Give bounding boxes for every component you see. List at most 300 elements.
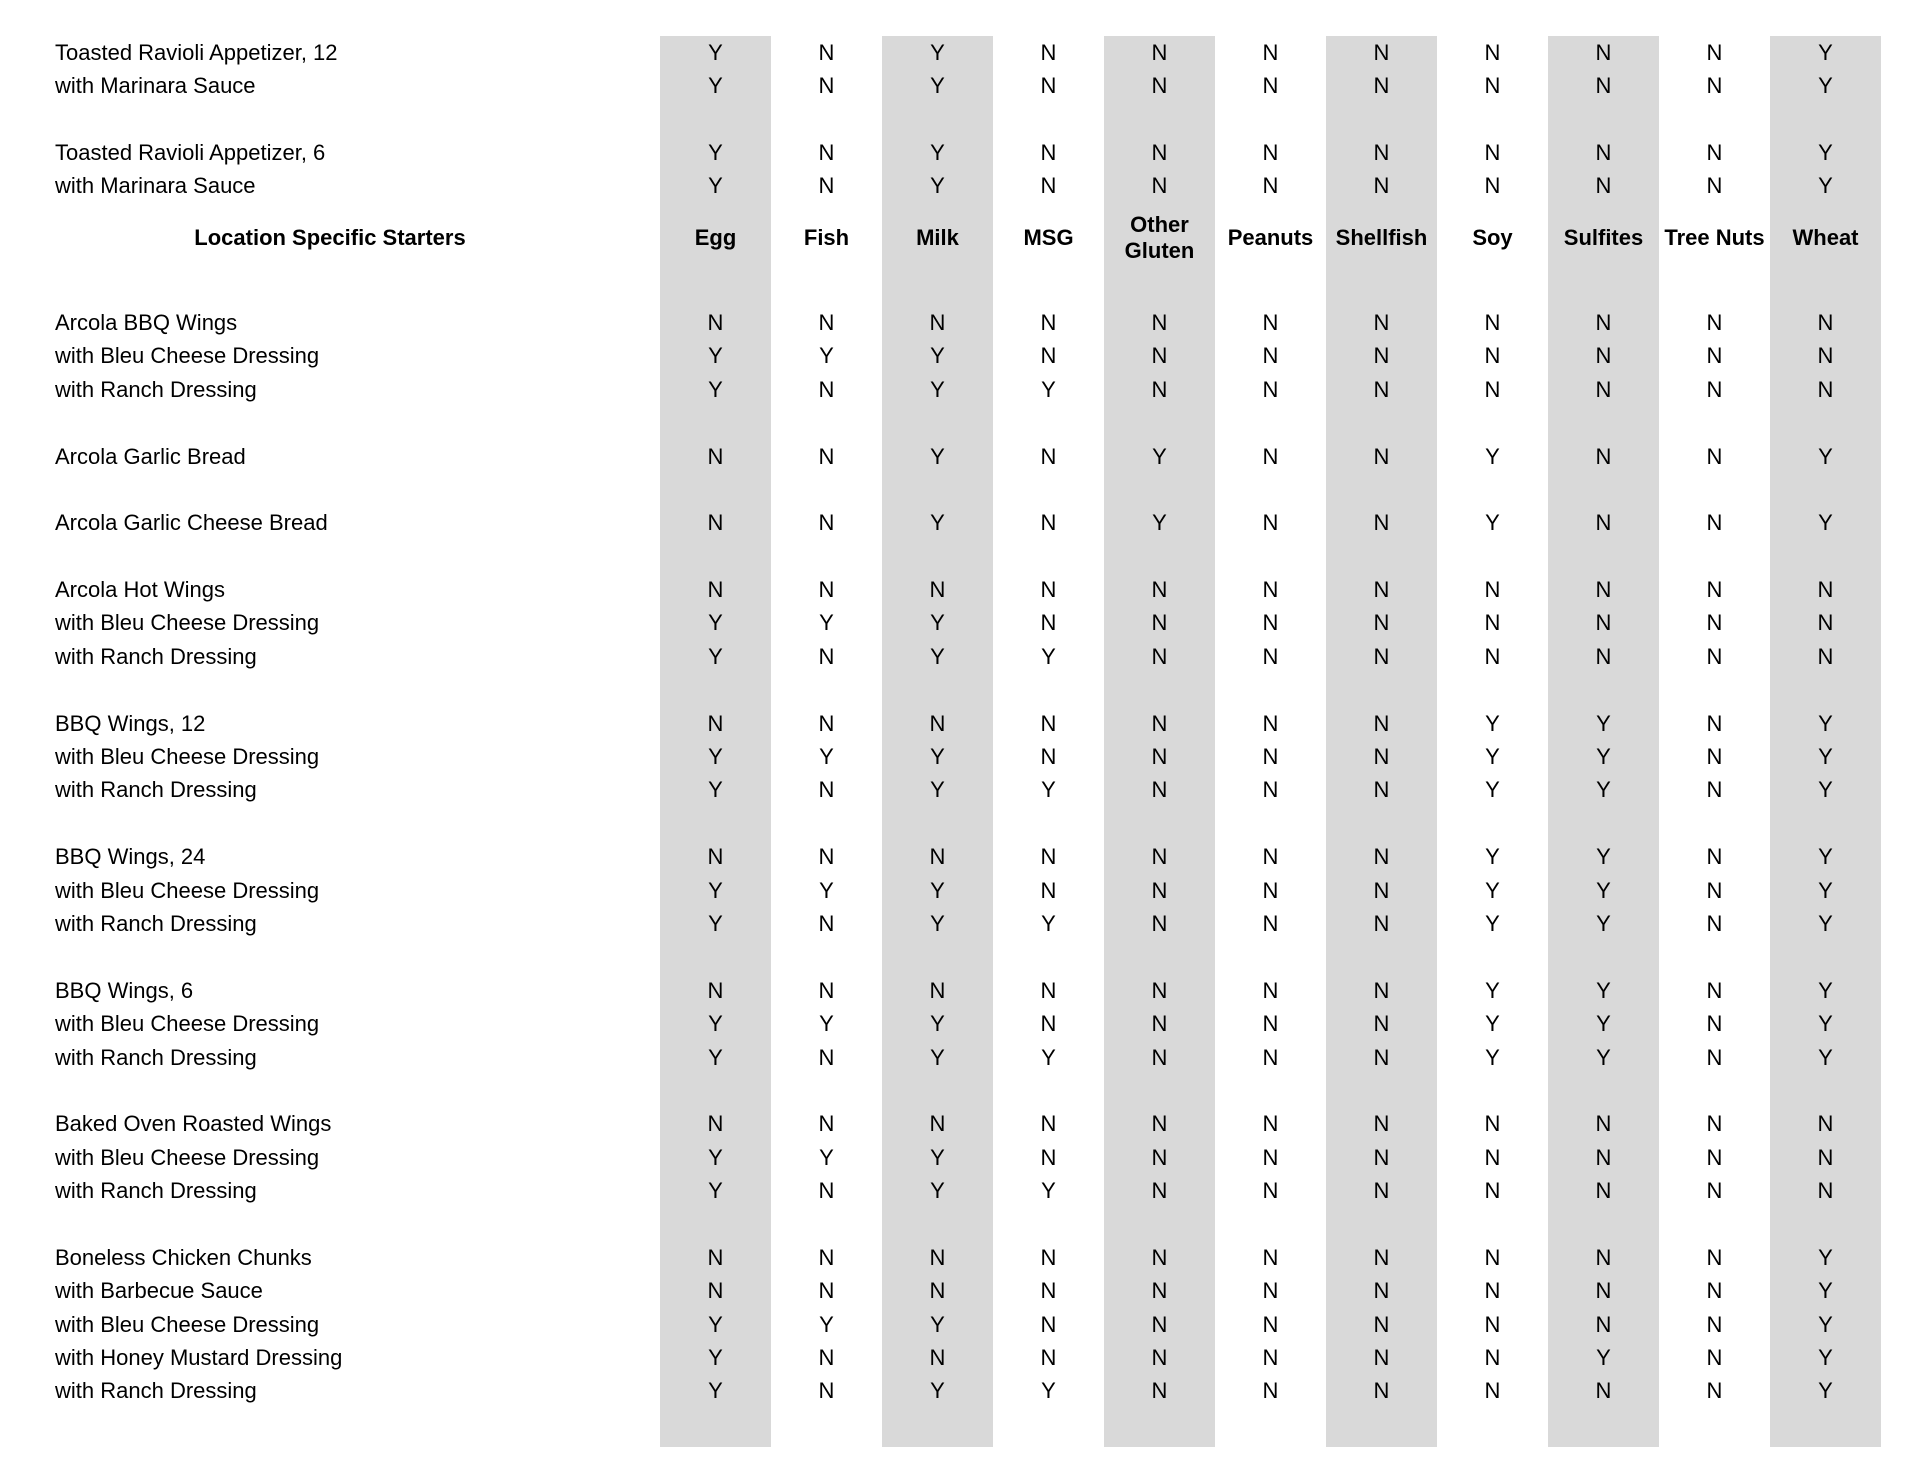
- allergen-flag: Y: [930, 1311, 945, 1337]
- modifier-label: with Bleu Cheese Dressing: [55, 878, 320, 903]
- allergen-flag: N: [1706, 1144, 1723, 1170]
- allergen-flag: N: [707, 443, 724, 469]
- spacer-row: [0, 273, 1881, 306]
- column-header-msg: MSG: [1023, 224, 1074, 250]
- menu-item-label: BBQ Wings, 12: [55, 711, 206, 736]
- column-header-peanuts: Peanuts: [1227, 224, 1314, 250]
- allergen-flag: Y: [1041, 643, 1056, 669]
- allergen-flag: N: [1373, 1011, 1390, 1037]
- allergen-flag: N: [1040, 610, 1057, 636]
- allergen-flag: Y: [1041, 777, 1056, 803]
- allergen-flag: Y: [819, 1311, 834, 1337]
- allergen-flag: N: [1373, 577, 1390, 603]
- allergen-flag: N: [1706, 1011, 1723, 1037]
- allergen-flag: Y: [1485, 977, 1500, 1003]
- allergen-flag: Y: [708, 173, 723, 199]
- allergen-flag: Y: [1818, 1011, 1833, 1037]
- menu-item-label: Toasted Ravioli Appetizer, 6: [55, 140, 326, 165]
- table-row: [0, 841, 1881, 874]
- allergen-flag: N: [707, 710, 724, 736]
- allergen-flag: Y: [1485, 1011, 1500, 1037]
- table-row: [0, 874, 1881, 907]
- allergen-flag: N: [1262, 1378, 1279, 1404]
- table-row: [0, 573, 1881, 606]
- table-row: [0, 774, 1881, 807]
- allergen-flag: N: [707, 977, 724, 1003]
- allergen-flag: Y: [1818, 1244, 1833, 1270]
- allergen-flag: N: [1040, 510, 1057, 536]
- spacer-row: [0, 1208, 1881, 1241]
- allergen-flag: Y: [1596, 844, 1611, 870]
- allergen-flag: N: [1040, 577, 1057, 603]
- allergen-flag: N: [1595, 1378, 1612, 1404]
- modifier-label: with Ranch Dressing: [55, 377, 257, 402]
- spacer-row: [0, 807, 1881, 840]
- allergen-flag: Y: [1596, 744, 1611, 770]
- allergen-flag: Y: [708, 777, 723, 803]
- allergen-flag: N: [1373, 72, 1390, 98]
- allergen-flag: Y: [819, 744, 834, 770]
- allergen-flag: N: [1262, 710, 1279, 736]
- allergen-flag: N: [818, 844, 835, 870]
- allergen-flag: N: [1151, 1311, 1168, 1337]
- allergen-flag: Y: [1041, 1378, 1056, 1404]
- allergen-flag: N: [1040, 977, 1057, 1003]
- spacer-row: [0, 540, 1881, 573]
- allergen-flag: Y: [1485, 510, 1500, 536]
- allergen-flag: Y: [930, 510, 945, 536]
- menu-item-label: Arcola Garlic Cheese Bread: [55, 511, 328, 536]
- allergen-flag: N: [1706, 844, 1723, 870]
- allergen-flag: N: [1595, 1178, 1612, 1204]
- column-header-egg: Egg: [694, 224, 737, 250]
- allergen-flag: N: [1373, 1044, 1390, 1070]
- modifier-label: with Marinara Sauce: [55, 174, 256, 199]
- allergen-flag: N: [1373, 1278, 1390, 1304]
- table-row: [0, 1375, 1881, 1408]
- allergen-flag: Y: [708, 1144, 723, 1170]
- allergen-flag: N: [1484, 376, 1501, 402]
- allergen-flag: N: [1817, 1178, 1834, 1204]
- allergen-flag: N: [818, 1378, 835, 1404]
- menu-item-label: Arcola BBQ Wings: [55, 310, 238, 335]
- allergen-flag: Y: [1485, 877, 1500, 903]
- allergen-flag: Y: [708, 139, 723, 165]
- allergen-flag: Y: [1596, 1345, 1611, 1371]
- allergen-flag: N: [707, 1111, 724, 1137]
- allergen-flag: N: [818, 1044, 835, 1070]
- allergen-flag: Y: [1485, 844, 1500, 870]
- spacer-row: [0, 473, 1881, 506]
- allergen-flag: Y: [930, 610, 945, 636]
- allergen-flag: N: [1484, 1111, 1501, 1137]
- allergen-flag: Y: [708, 643, 723, 669]
- allergen-flag: N: [818, 910, 835, 936]
- allergen-flag: Y: [1596, 910, 1611, 936]
- allergen-flag: N: [1262, 877, 1279, 903]
- allergen-flag: N: [1373, 1244, 1390, 1270]
- menu-item-label: Boneless Chicken Chunks: [55, 1245, 312, 1270]
- allergen-flag: N: [1262, 1345, 1279, 1371]
- allergen-flag: N: [929, 577, 946, 603]
- allergen-flag: N: [1151, 173, 1168, 199]
- allergen-table: [0, 36, 1881, 1408]
- allergen-flag: Y: [930, 343, 945, 369]
- allergen-flag: N: [1595, 643, 1612, 669]
- allergen-flag: N: [818, 1278, 835, 1304]
- allergen-flag: N: [1373, 309, 1390, 335]
- allergen-flag: N: [1040, 1345, 1057, 1371]
- allergen-flag: Y: [1818, 910, 1833, 936]
- allergen-flag: N: [1595, 139, 1612, 165]
- allergen-flag: N: [1373, 1311, 1390, 1337]
- allergen-flag: N: [1484, 1178, 1501, 1204]
- allergen-flag: N: [1262, 1011, 1279, 1037]
- allergen-flag: N: [1373, 610, 1390, 636]
- allergen-flag: Y: [1041, 910, 1056, 936]
- table-row: [0, 36, 1881, 69]
- allergen-flag: N: [1595, 1144, 1612, 1170]
- allergen-flag: Y: [1596, 710, 1611, 736]
- allergen-flag: N: [818, 173, 835, 199]
- allergen-flag: N: [1151, 577, 1168, 603]
- allergen-flag: N: [818, 710, 835, 736]
- allergen-flag: N: [818, 1244, 835, 1270]
- modifier-label: with Ranch Dressing: [55, 1045, 257, 1070]
- menu-item-label: BBQ Wings, 6: [55, 978, 194, 1003]
- allergen-flag: Y: [1596, 877, 1611, 903]
- allergen-flag: N: [1484, 72, 1501, 98]
- allergen-flag: N: [1706, 39, 1723, 65]
- allergen-flag: N: [1151, 710, 1168, 736]
- allergen-flag: Y: [930, 1011, 945, 1037]
- allergen-flag: N: [1262, 910, 1279, 936]
- table-row: [0, 340, 1881, 373]
- allergen-flag: N: [1151, 1378, 1168, 1404]
- column-header-soy: Soy: [1472, 224, 1513, 250]
- allergen-flag: N: [1151, 343, 1168, 369]
- allergen-flag: N: [818, 1345, 835, 1371]
- allergen-flag: Y: [819, 343, 834, 369]
- allergen-flag: N: [1373, 643, 1390, 669]
- allergen-flag: N: [1262, 643, 1279, 669]
- allergen-flag: N: [1151, 72, 1168, 98]
- allergen-flag: N: [1595, 343, 1612, 369]
- allergen-flag: N: [1373, 343, 1390, 369]
- allergen-flag: N: [1706, 1111, 1723, 1137]
- section-title: Location Specific Starters: [194, 225, 466, 250]
- allergen-flag: Y: [1485, 1044, 1500, 1070]
- allergen-flag: Y: [819, 877, 834, 903]
- allergen-flag: N: [1262, 1144, 1279, 1170]
- modifier-label: with Ranch Dressing: [55, 1179, 257, 1204]
- allergen-flag: N: [707, 577, 724, 603]
- allergen-flag: Y: [1818, 744, 1833, 770]
- allergen-flag: Y: [1818, 1044, 1833, 1070]
- table-row: [0, 1275, 1881, 1308]
- column-header-fish: Fish: [803, 224, 850, 250]
- allergen-flag: N: [1706, 139, 1723, 165]
- allergen-flag: N: [1595, 1311, 1612, 1337]
- allergen-flag: N: [1706, 1044, 1723, 1070]
- allergen-flag: N: [1262, 343, 1279, 369]
- column-header-milk: Milk: [916, 224, 959, 250]
- allergen-flag: N: [707, 510, 724, 536]
- allergen-flag: N: [1484, 643, 1501, 669]
- allergen-flag: N: [818, 39, 835, 65]
- allergen-flag: N: [818, 577, 835, 603]
- allergen-flag: N: [1151, 777, 1168, 803]
- allergen-flag: N: [1817, 643, 1834, 669]
- allergen-flag: Y: [708, 1378, 723, 1404]
- allergen-flag: Y: [1818, 72, 1833, 98]
- allergen-flag: N: [1040, 173, 1057, 199]
- allergen-flag: Y: [708, 744, 723, 770]
- menu-item-label: Baked Oven Roasted Wings: [55, 1112, 332, 1137]
- allergen-flag: Y: [1485, 910, 1500, 936]
- allergen-flag: N: [1262, 376, 1279, 402]
- allergen-flag: Y: [930, 744, 945, 770]
- allergen-flag: N: [1262, 1111, 1279, 1137]
- allergen-flag: N: [1262, 72, 1279, 98]
- allergen-flag: Y: [708, 1345, 723, 1371]
- allergen-flag: Y: [1596, 977, 1611, 1003]
- allergen-flag: N: [929, 309, 946, 335]
- allergen-flag: N: [1040, 1278, 1057, 1304]
- allergen-flag: N: [818, 72, 835, 98]
- table-row: [0, 306, 1881, 339]
- allergen-flag: N: [1706, 610, 1723, 636]
- allergen-flag: N: [1262, 309, 1279, 335]
- allergen-flag: N: [1262, 977, 1279, 1003]
- allergen-flag: N: [1706, 510, 1723, 536]
- allergen-flag: N: [1151, 376, 1168, 402]
- allergen-flag: N: [1706, 977, 1723, 1003]
- allergen-flag: N: [1595, 1244, 1612, 1270]
- allergen-flag: Y: [1818, 510, 1833, 536]
- allergen-flag: Y: [1041, 1044, 1056, 1070]
- allergen-flag: Y: [1818, 1378, 1833, 1404]
- allergen-flag: N: [1151, 744, 1168, 770]
- allergen-flag: N: [1040, 1311, 1057, 1337]
- allergen-flag: N: [1262, 510, 1279, 536]
- modifier-label: with Ranch Dressing: [55, 911, 257, 936]
- allergen-flag: N: [1595, 1111, 1612, 1137]
- allergen-flag: Y: [708, 610, 723, 636]
- allergen-flag: N: [1373, 1345, 1390, 1371]
- allergen-flag: N: [1595, 510, 1612, 536]
- allergen-flag: N: [1040, 1244, 1057, 1270]
- allergen-flag: N: [1151, 844, 1168, 870]
- allergen-flag: Y: [930, 1178, 945, 1204]
- allergen-flag: N: [707, 1244, 724, 1270]
- allergen-flag: Y: [930, 643, 945, 669]
- modifier-label: with Barbecue Sauce: [55, 1279, 263, 1304]
- allergen-flag: N: [818, 139, 835, 165]
- table-row: [0, 170, 1881, 203]
- allergen-flag: N: [1706, 1178, 1723, 1204]
- allergen-flag: Y: [1041, 1178, 1056, 1204]
- table-row: [0, 1141, 1881, 1174]
- allergen-flag: N: [1040, 39, 1057, 65]
- allergen-flag: N: [1373, 173, 1390, 199]
- allergen-flag: N: [1817, 309, 1834, 335]
- column-header-sulfites: Sulfites: [1563, 224, 1644, 250]
- allergen-flag: N: [929, 1345, 946, 1371]
- allergen-flag: N: [1262, 443, 1279, 469]
- allergen-flag: N: [1484, 1144, 1501, 1170]
- allergen-flag: N: [1151, 1044, 1168, 1070]
- allergen-flag: N: [1373, 39, 1390, 65]
- allergen-flag: Y: [930, 1144, 945, 1170]
- allergen-flag: N: [929, 844, 946, 870]
- allergen-flag: N: [1262, 744, 1279, 770]
- allergen-flag: Y: [930, 910, 945, 936]
- allergen-flag: Y: [930, 1044, 945, 1070]
- allergen-flag: N: [1706, 443, 1723, 469]
- allergen-flag: Y: [708, 1311, 723, 1337]
- allergen-flag: N: [1040, 877, 1057, 903]
- allergen-flag: N: [1595, 72, 1612, 98]
- allergen-flag: N: [1262, 1244, 1279, 1270]
- allergen-flag: Y: [1041, 376, 1056, 402]
- allergen-flag: Y: [1596, 1011, 1611, 1037]
- allergen-flag: N: [1040, 1144, 1057, 1170]
- allergen-flag: N: [1373, 1378, 1390, 1404]
- allergen-flag: N: [1151, 39, 1168, 65]
- allergen-flag: N: [818, 443, 835, 469]
- allergen-flag: N: [1373, 777, 1390, 803]
- allergen-flag: N: [1373, 1144, 1390, 1170]
- allergen-flag: N: [1817, 343, 1834, 369]
- spacer-row: [0, 103, 1881, 136]
- allergen-flag: N: [1262, 39, 1279, 65]
- allergen-flag: N: [1151, 1011, 1168, 1037]
- allergen-flag: N: [707, 309, 724, 335]
- allergen-flag: N: [818, 309, 835, 335]
- allergen-flag: N: [1373, 1111, 1390, 1137]
- allergen-flag: N: [1373, 844, 1390, 870]
- modifier-label: with Ranch Dressing: [55, 1379, 257, 1404]
- allergen-flag: N: [1151, 1278, 1168, 1304]
- allergen-flag: Y: [1152, 443, 1167, 469]
- allergen-flag: N: [1484, 1311, 1501, 1337]
- modifier-label: with Bleu Cheese Dressing: [55, 1145, 320, 1170]
- spacer-row: [0, 1074, 1881, 1107]
- allergen-flag: Y: [930, 173, 945, 199]
- allergen-flag: N: [1262, 1044, 1279, 1070]
- table-row: [0, 1041, 1881, 1074]
- allergen-flag: N: [1484, 1378, 1501, 1404]
- allergen-flag: N: [1484, 309, 1501, 335]
- allergen-flag: N: [1373, 376, 1390, 402]
- table-row: [0, 373, 1881, 406]
- allergen-flag: N: [1373, 744, 1390, 770]
- modifier-label: with Ranch Dressing: [55, 778, 257, 803]
- allergen-flag: Y: [930, 877, 945, 903]
- allergen-flag: N: [1151, 1345, 1168, 1371]
- allergen-flag: N: [1595, 610, 1612, 636]
- allergen-flag: Y: [1485, 777, 1500, 803]
- allergen-flag: N: [1373, 510, 1390, 536]
- allergen-flag: N: [1262, 777, 1279, 803]
- menu-item-label: Arcola Garlic Bread: [55, 444, 246, 469]
- allergen-flag: N: [929, 1278, 946, 1304]
- modifier-label: with Honey Mustard Dressing: [55, 1346, 343, 1371]
- allergen-flag: N: [1151, 910, 1168, 936]
- allergen-flag: N: [1484, 139, 1501, 165]
- allergen-flag: Y: [1818, 844, 1833, 870]
- allergen-flag: N: [1817, 1111, 1834, 1137]
- menu-item-label: Toasted Ravioli Appetizer, 12: [55, 40, 338, 65]
- allergen-flag: Y: [930, 72, 945, 98]
- allergen-flag: Y: [1818, 139, 1833, 165]
- allergen-flag: N: [1817, 376, 1834, 402]
- allergen-flag: Y: [819, 1011, 834, 1037]
- allergen-flag: N: [1484, 1278, 1501, 1304]
- allergen-flag: Y: [1818, 777, 1833, 803]
- allergen-flag: N: [1373, 710, 1390, 736]
- table-row: [0, 1241, 1881, 1274]
- table-row: [0, 69, 1881, 102]
- modifier-label: with Bleu Cheese Dressing: [55, 1012, 320, 1037]
- allergen-flag: Y: [930, 376, 945, 402]
- allergen-flag: Y: [819, 610, 834, 636]
- allergen-flag: Y: [1485, 744, 1500, 770]
- allergen-flag: N: [1040, 139, 1057, 165]
- allergen-flag: N: [929, 1244, 946, 1270]
- allergen-flag: N: [707, 1278, 724, 1304]
- header-row: [0, 203, 1881, 273]
- allergen-flag: N: [1484, 1244, 1501, 1270]
- allergen-flag: Y: [1818, 39, 1833, 65]
- allergen-flag: N: [1595, 577, 1612, 603]
- table-row: [0, 507, 1881, 540]
- allergen-flag: N: [1040, 1011, 1057, 1037]
- modifier-label: with Bleu Cheese Dressing: [55, 1312, 320, 1337]
- table-row: [0, 707, 1881, 740]
- allergen-flag: Y: [1818, 443, 1833, 469]
- allergen-flag: Y: [708, 376, 723, 402]
- allergen-flag: N: [1151, 1244, 1168, 1270]
- table-row: [0, 136, 1881, 169]
- allergen-flag: Y: [1818, 1278, 1833, 1304]
- allergen-flag: Y: [930, 443, 945, 469]
- allergen-flag: Y: [1818, 1345, 1833, 1371]
- allergen-flag: Y: [1818, 710, 1833, 736]
- allergen-flag: N: [1262, 577, 1279, 603]
- allergen-flag: N: [1373, 443, 1390, 469]
- allergen-flag: Y: [930, 1378, 945, 1404]
- table-row: [0, 1341, 1881, 1374]
- allergen-flag: N: [1595, 173, 1612, 199]
- allergen-flag: Y: [1818, 977, 1833, 1003]
- allergen-flag: N: [1151, 309, 1168, 335]
- allergen-flag: N: [1595, 376, 1612, 402]
- menu-item-label: BBQ Wings, 24: [55, 845, 206, 870]
- allergen-flag: Y: [819, 1144, 834, 1170]
- allergen-flag: Y: [1596, 1044, 1611, 1070]
- allergen-flag: Y: [708, 1178, 723, 1204]
- allergen-flag: N: [1706, 777, 1723, 803]
- allergen-flag: Y: [708, 39, 723, 65]
- allergen-flag: Y: [930, 777, 945, 803]
- column-header-other-gluten: Other Gluten: [1124, 211, 1195, 263]
- allergen-flag: N: [1262, 844, 1279, 870]
- allergen-flag: N: [1373, 139, 1390, 165]
- allergen-flag: N: [929, 977, 946, 1003]
- allergen-flag: Y: [708, 1011, 723, 1037]
